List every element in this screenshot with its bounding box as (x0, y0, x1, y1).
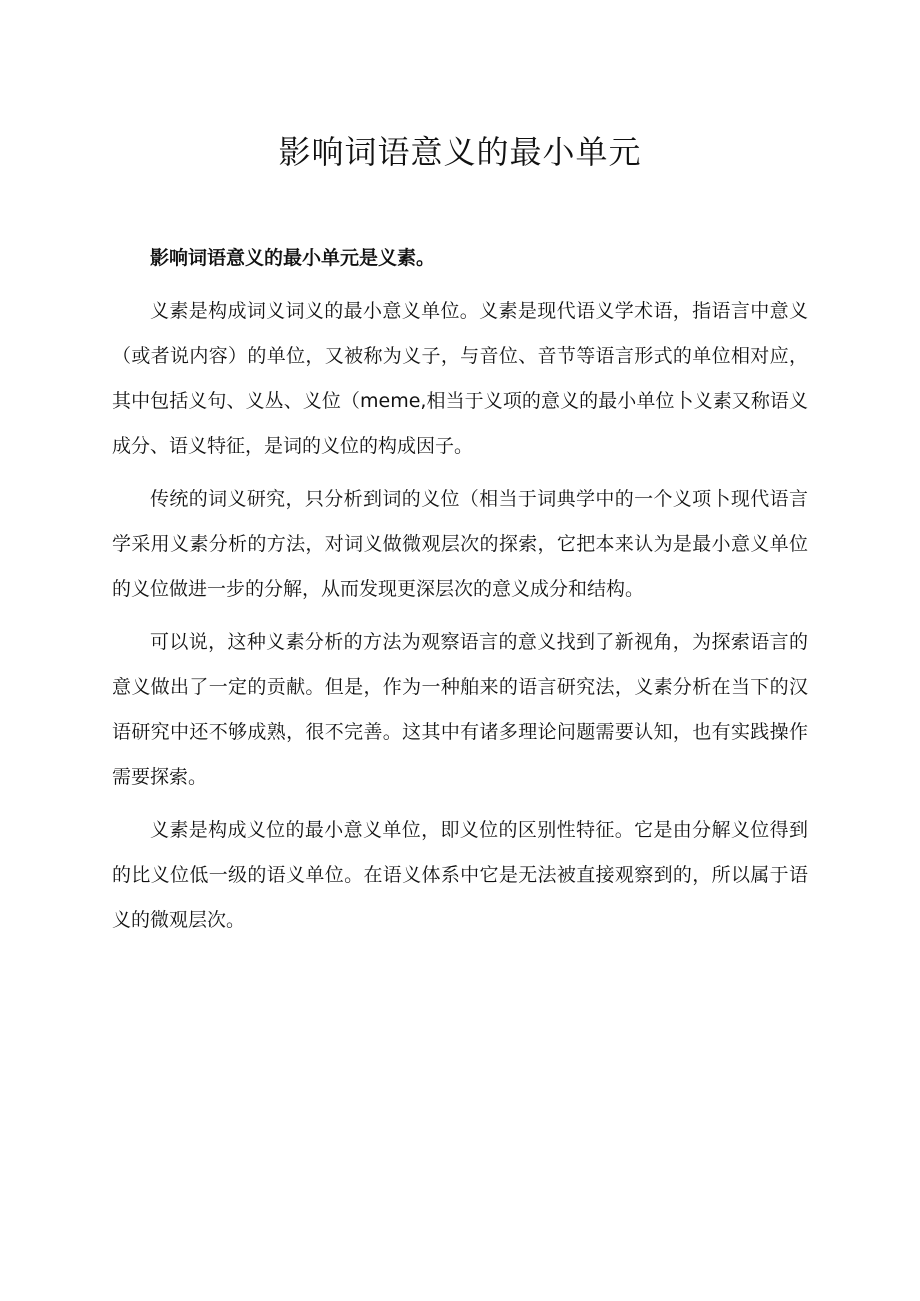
paragraph: 传统的词义研究，只分析到词的义位（相当于词典学中的一个义项卜现代语言学采用义素分析的方法，对词义做微观层次的探索，它把本来认为是最小意义单位的义位做进一步的分解，从而发现更深层次的意义成分和结构。 (112, 488, 808, 600)
lead-paragraph: 影响词语意义的最小单元是义素。 (150, 247, 436, 269)
paragraph: 义素是构成词义词义的最小意义单位。义素是现代语义学术语，指语言中意义（或者说内容）的单位，又被称为义子，与音位、音节等语言形式的单位相对应，其中包括义句、义丛、义位（meme,相当于义项的意义的最小单位卜义素又称语义成分、语义特征，是词的义位的构成因子。 (112, 300, 808, 457)
paragraph: 义素是构成义位的最小意义单位，即义位的区别性特征。它是由分解义位得到的比义位低一级的语义单位。在语义体系中它是无法被直接观察到的，所以属于语义的微观层次。 (112, 819, 808, 931)
paragraph: 可以说，这种义素分析的方法为观察语言的意义找到了新视角，为探索语言的意义做出了一定的贡献。但是，作为一种舶来的语言研究法，义素分析在当下的汉语研究中还不够成熟，很不完善。这其中有诸多理论问题需要认知，也有实践操作需要探索。 (112, 631, 808, 788)
document-title: 影响词语意义的最小单元 (278, 133, 642, 171)
document-body (112, 236, 808, 951)
